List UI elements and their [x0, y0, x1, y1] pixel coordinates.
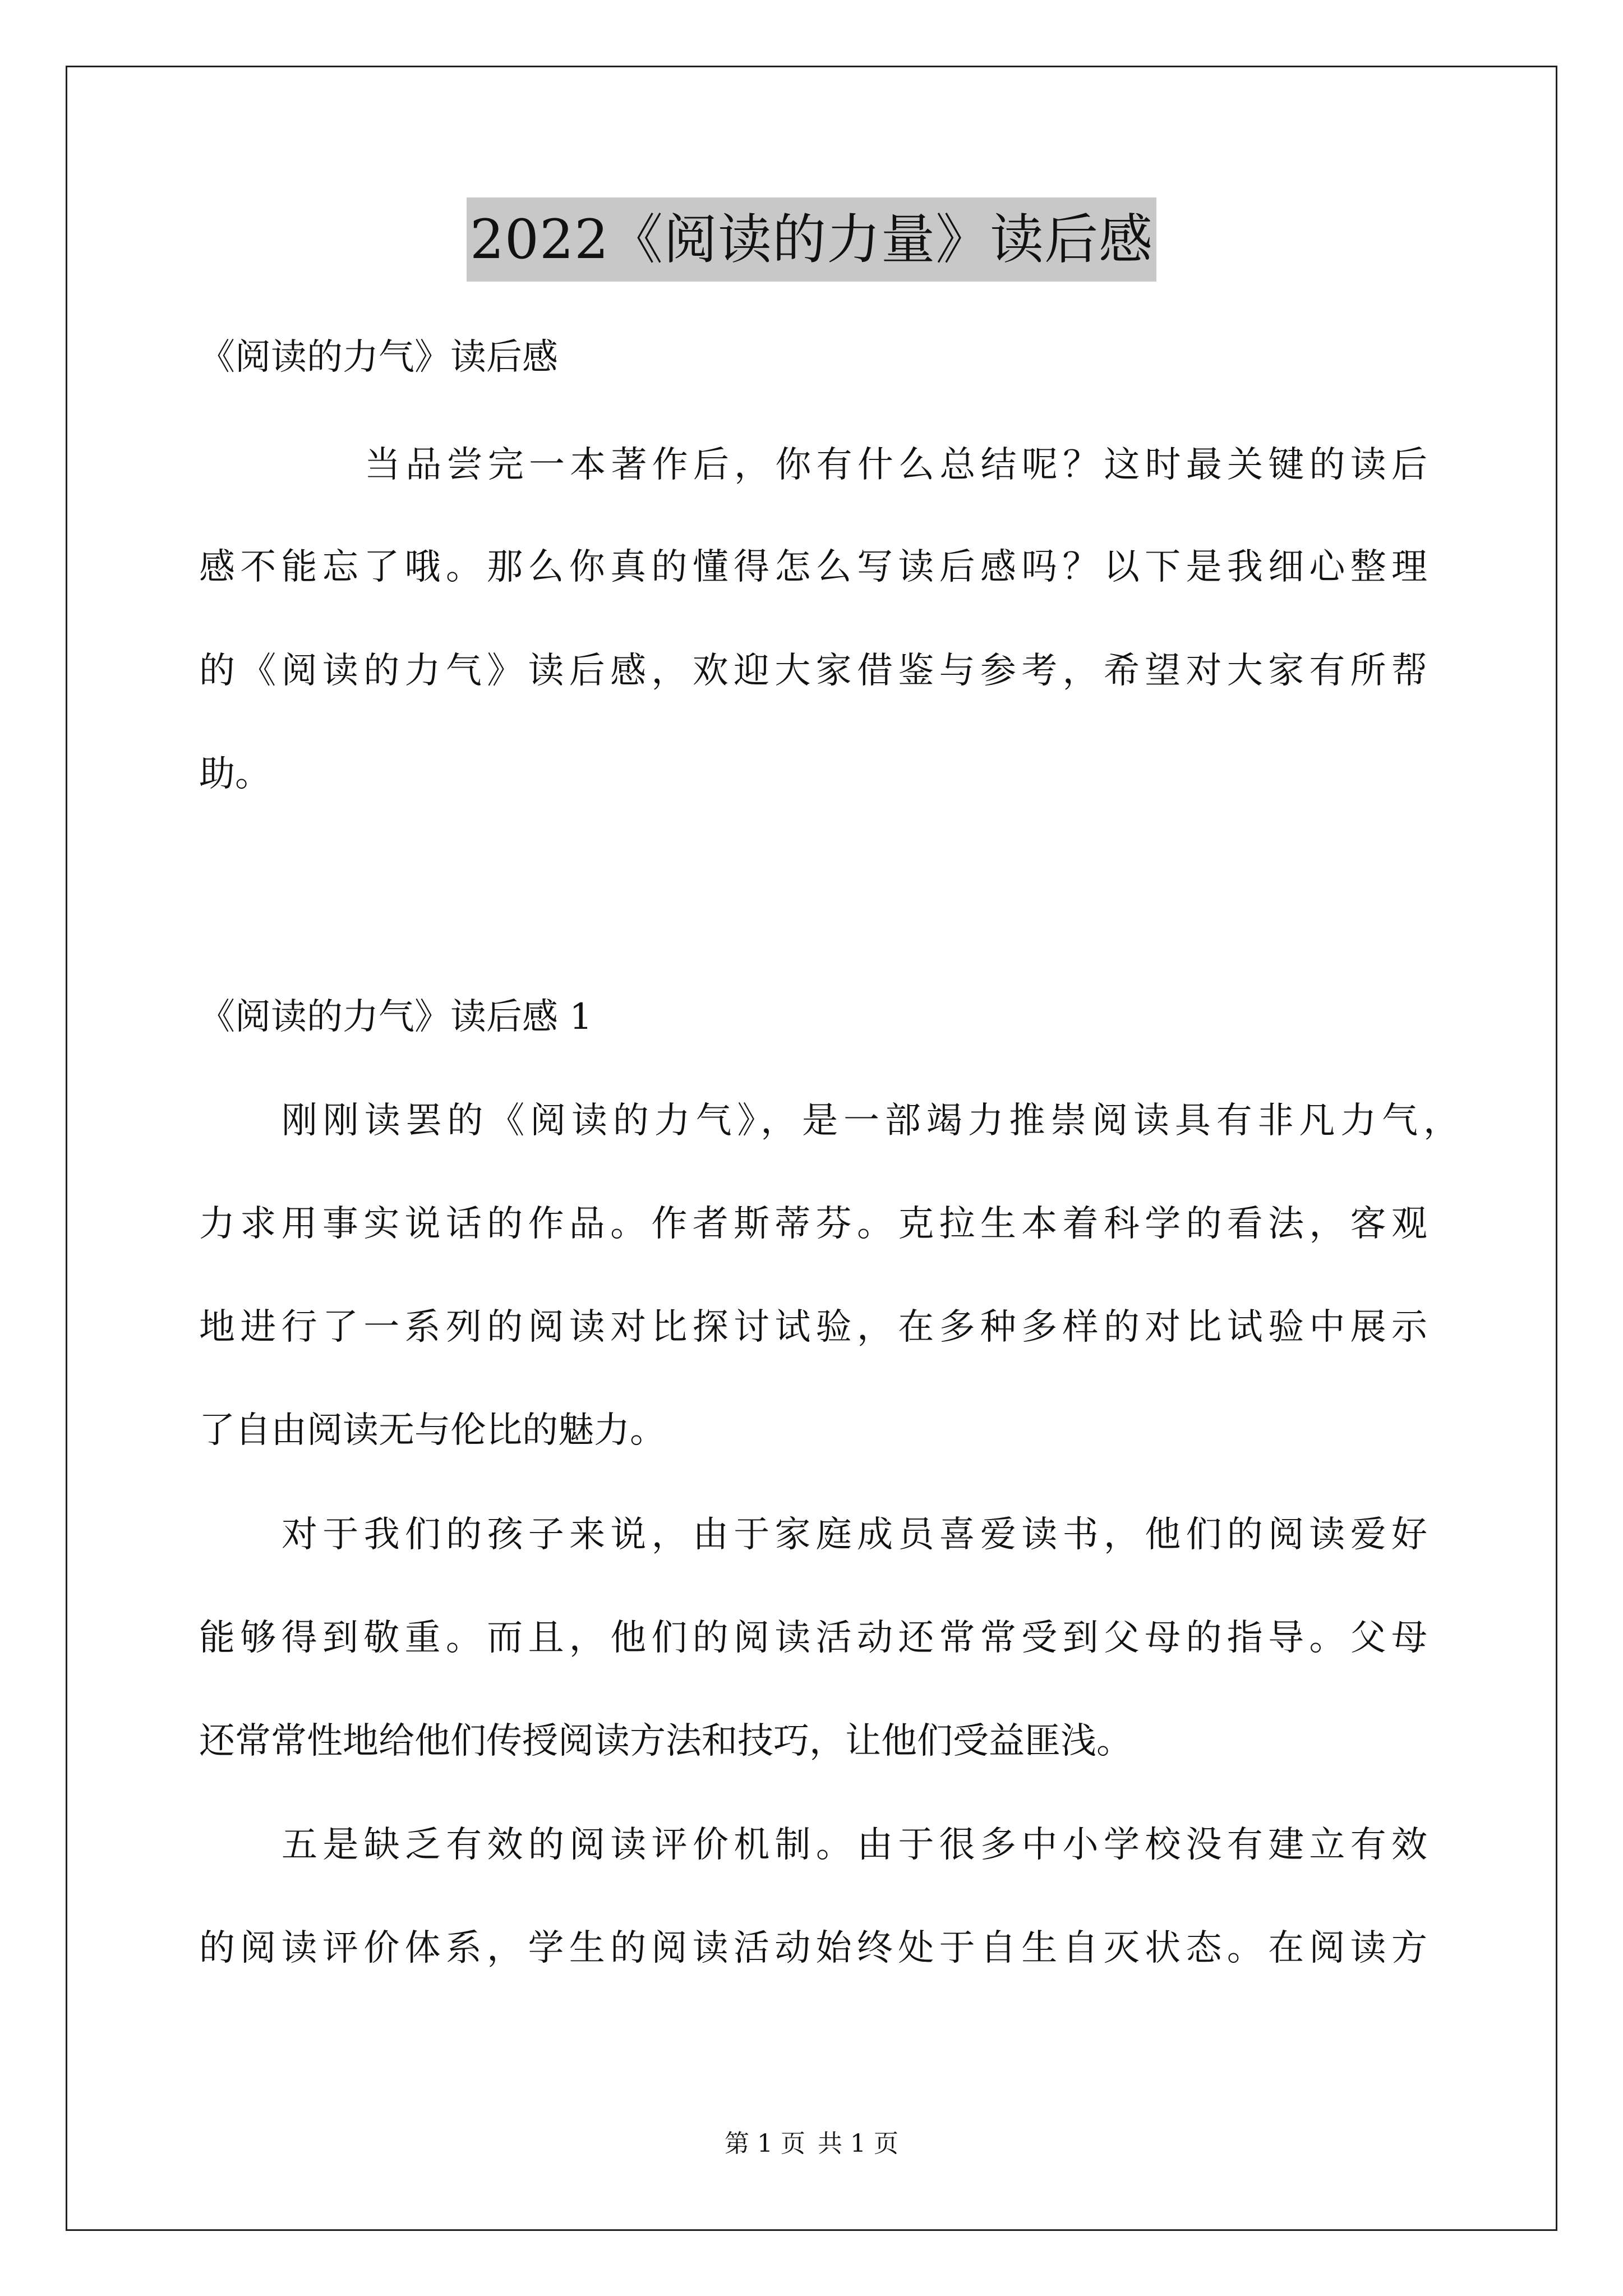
intro-line-3: 的《阅读的力气》读后感，欢迎大家借鉴与参考，希望对大家有所帮 [199, 650, 1427, 692]
paragraph2-line-1: 对于我们的孩子来说，由于家庭成员喜爱读书，他们的阅读爱好 [282, 1514, 1427, 1556]
page-border [66, 66, 1557, 2231]
paragraph2-line-3: 还常常性地给他们传授阅读方法和技巧，让他们受益匪浅。 [199, 1720, 1132, 1762]
paragraph1-line-3: 地进行了一系列的阅读对比探讨试验，在多种多样的对比试验中展示 [199, 1306, 1427, 1348]
paragraph1-line-2: 力求用事实说话的作品。作者斯蒂芬。克拉生本着科学的看法，客观 [199, 1203, 1427, 1245]
subtitle: 《阅读的力气》读后感 [199, 337, 558, 378]
document-title: 2022《阅读的力量》读后感 [467, 197, 1156, 282]
intro-line-1: 当品尝完一本著作后，你有什么总结呢？这时最关键的读后 [365, 444, 1427, 486]
paragraph1-line-1: 刚刚读罢的《阅读的力气》，是一部竭力推崇阅读具有非凡力气， [282, 1100, 1459, 1142]
page-number: 第 1 页 [725, 2129, 805, 2158]
total-pages: 共 1 页 [818, 2129, 898, 2158]
intro-line-4: 助。 [199, 753, 271, 795]
paragraph1-line-4: 了自由阅读无与伦比的魅力。 [199, 1410, 666, 1451]
paragraph2-line-2: 能够得到敬重。而且，他们的阅读活动还常常受到父母的指导。父母 [199, 1617, 1427, 1659]
section-heading: 《阅读的力气》读后感 1 [199, 996, 593, 1038]
paragraph3-line-2: 的阅读评价体系，学生的阅读活动始终处于自生自灭状态。在阅读方 [199, 1927, 1427, 1969]
page-footer [0, 2127, 1623, 2161]
title-container [0, 197, 1623, 282]
paragraph3-line-1: 五是缺乏有效的阅读评价机制。由于很多中小学校没有建立有效 [282, 1824, 1427, 1866]
intro-line-2: 感不能忘了哦。那么你真的懂得怎么写读后感吗？以下是我细心整理 [199, 546, 1427, 588]
